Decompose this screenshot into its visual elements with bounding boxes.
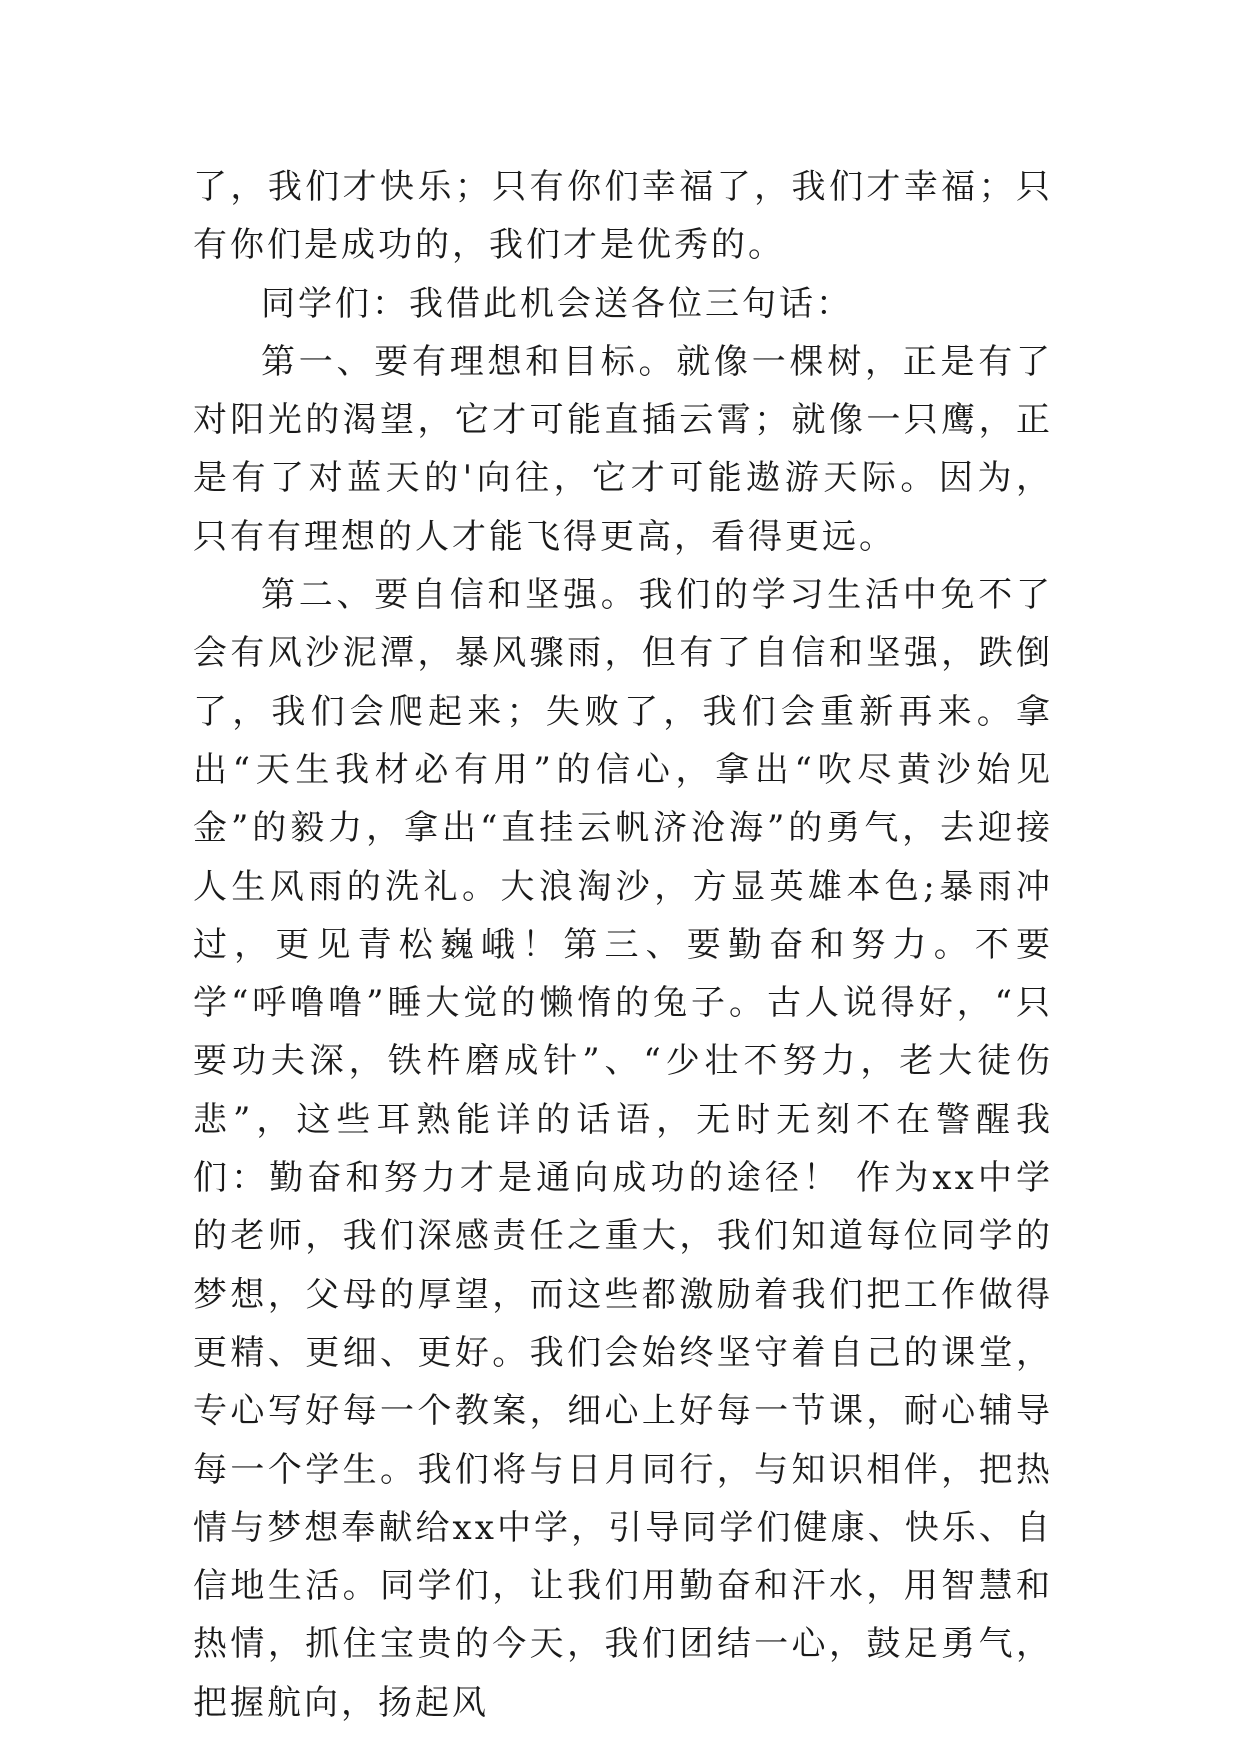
- paragraph-3: 第一、要有理想和目标。就像一棵树，正是有了对阳光的渴望，它才可能直插云霄；就像一只鹰，正是有了对蓝天的'向往，它才可能遨游天际。因为，只有有理想的人才能飞得更高，看得更远。: [193, 341, 1053, 557]
- paragraph-2: 同学们：我借此机会送各位三句话：: [261, 283, 853, 324]
- paragraph-4: 第二、要自信和坚强。我们的学习生活中免不了会有风沙泥潭，暴风骤雨，但有了自信和坚强，跌倒了，我们会爬起来；失败了，我们会重新再来。拿出“天生我材必有用”的信心，拿出“吹尽黄沙始见金”的毅力，拿出“直挂云帆济沧海”的勇气，去迎接人生风雨的洗礼。大浪淘沙，方显英雄本色;暴雨冲过，更见青松巍峨！第三、要勤奋和努力。不要学“呼噜噜”睡大觉的懒惰的兔子。古人说得好，“只要功夫深，铁杵磨成针”、“少壮不努力，老大徒伤悲”，这些耳熟能详的话语，无时无刻不在警醒我们：勤奋和努力才是通向成功的途径！ 作为xx中学的老师，我们深感责任之重大，我们知道每位同学的梦想，父母的厚望，而这些都激励着我们把工作做得更精、更细、更好。我们会始终坚守着自己的课堂，专心写好每一个教案，细心上好每一节课，耐心辅导每一个学生。我们将与日月同行，与知识相伴，把热情与梦想奉献给xx中学，引导同学们健康、快乐、自信地生活。同学们，让我们用勤奋和汗水，用智慧和热情，抓住宝贵的今天，我们团结一心，鼓足勇气，把握航向，扬起风: [193, 575, 1053, 1723]
- paragraph-1: 了，我们才快乐；只有你们幸福了，我们才幸福；只有你们是成功的，我们才是优秀的。: [193, 167, 1053, 266]
- body-text: [193, 158, 1053, 1732]
